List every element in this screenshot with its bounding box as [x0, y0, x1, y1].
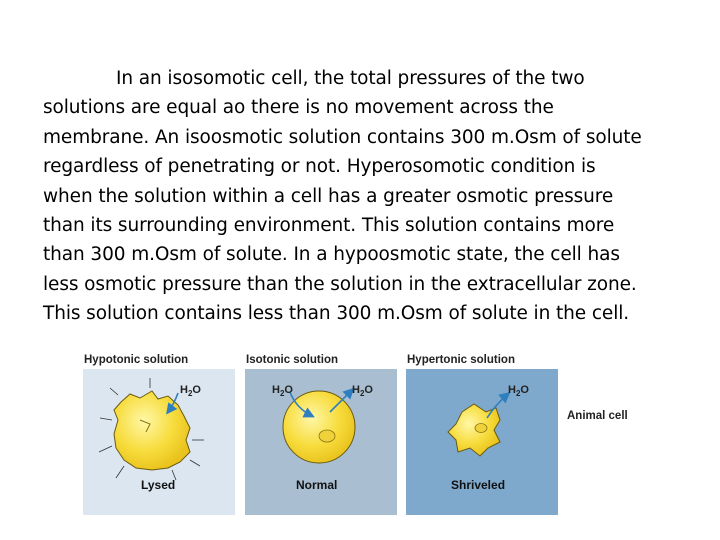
h2o-label: $H_2O$ [180, 384, 201, 399]
paragraph-line: than its surrounding environment. This solution contains more [43, 215, 615, 237]
shriveled-label: Shriveled [451, 478, 506, 492]
hypertonic-heading: Hypertonic solution [407, 354, 515, 366]
h2o-label: $H_2O$ [508, 384, 529, 399]
paragraph-line: less osmotic pressure than the solution in the extracellular zone. [43, 273, 637, 295]
lysed-label: Lysed [141, 478, 176, 492]
h2o-label: $H_2O$ [352, 384, 373, 399]
paragraph-line: than 300 m.Osm of solute. In a hypoosmotic state, the cell has [43, 244, 620, 266]
paragraph-line: membrane. An isoosmotic solution contains 300 m.Osm of solute [43, 126, 642, 148]
normal-label: Normal [296, 478, 338, 492]
normal-cell [283, 390, 355, 463]
paragraph-line: regardless of penetrating or not. Hyperosomotic condition is [43, 156, 596, 178]
paragraph-line: solutions are equal ao there is no movement across the [43, 97, 554, 119]
isotonic-heading: Isotonic solution [246, 354, 338, 366]
shriveled-cell [448, 394, 508, 456]
hypotonic-heading: Hypotonic solution [84, 354, 189, 366]
h2o-label: $H_2O$ [272, 384, 293, 399]
paragraph-line: In an isosomotic cell, the total pressures of the two [116, 68, 585, 89]
animal-cell-label: Animal cell [567, 410, 628, 422]
paragraph-line: when the solution within a cell has a greater osmotic pressure [43, 185, 614, 207]
paragraph-line: This solution contains less than 300 m.Osm of solute in the cell. [43, 303, 630, 325]
